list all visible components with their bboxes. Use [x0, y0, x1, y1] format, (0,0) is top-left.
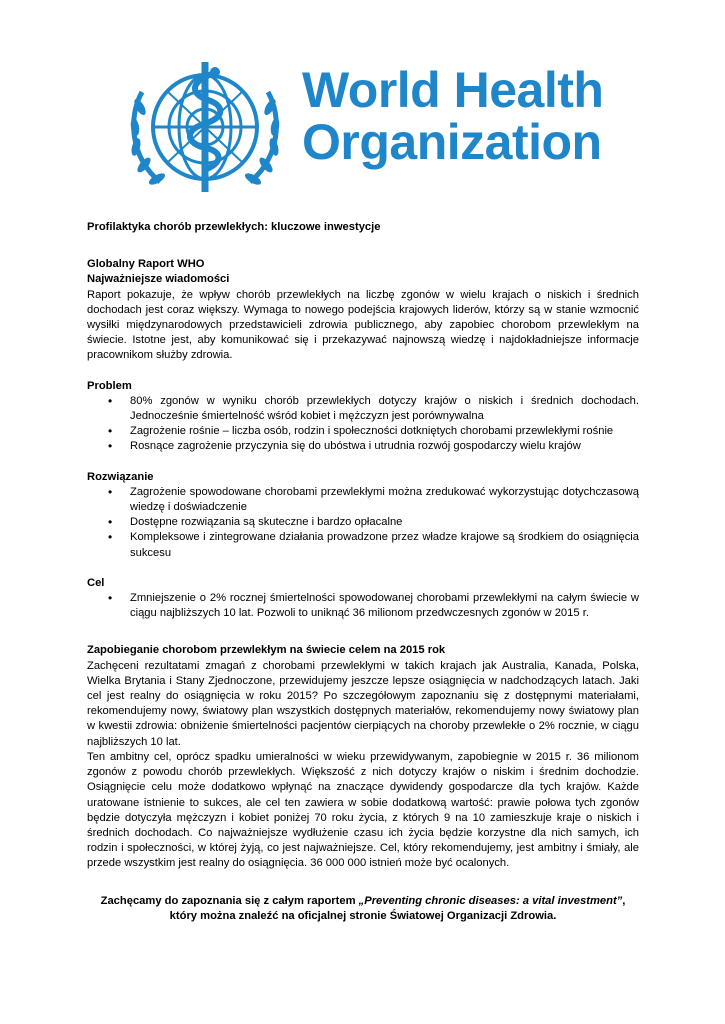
list-item: • Kompleksowe i zintegrowane działania prowadzone przez władze krajowe są środkiem do osiągnięcia sukcesu: [87, 530, 639, 560]
news-heading: Najważniejsze wiadomości: [87, 273, 230, 286]
closing-text-end: , który można znaleźć na oficjalnej stronie Światowej Organizacji Zdrowia.: [169, 894, 626, 922]
who-logo: [120, 52, 610, 202]
report-title-link: „Preventing chronic diseases: a vital investment”: [358, 894, 623, 907]
problem-list: [87, 394, 639, 455]
closing-text-start: Zachęcamy do zapoznania się z całym raportem: [100, 894, 359, 907]
list-item: • Zagrożenie rośnie – liczba osób, rodzin i społeczności dotkniętych chorobami przewlekłymi rośnie: [87, 424, 639, 439]
problem-heading: Problem: [87, 379, 132, 392]
body-paragraph: Ten ambitny cel, oprócz spadku umieralności w wieku przewidywanym, zapobiegnie w 2015 r. 36 milionom zgonów z powodu chorób przewlekłych. Większość z nich dotyczy krajów o niskim i średnim dochodzie. Osiągnięcie celu może dodatkowo wpłynąć na znaczące dywidendy gospodarcze dla tych krajów. Każde uratowane istnienie to sukces, ale cel ten zawiera w sobie dodatkową wartość: prawie połowa tych zgonów będzie dotyczyła mężczyzn i kobiet poniżej 70 roku życia, z których 9 na 10 zamieszkuje kraje o niskich i średnich dochodach. Co najważniejsze wydłużenie czasu ich życia będzie korzystne dla nich samych, ich rodzin i społeczności, w której żyją, co jest najważniejsze. Cel, który rekomendujemy, jest ambitny i śmiały, ale przede wszystkim jest realny do osiągnięcia. 36 000 000 istnień może być ocalonych.: [87, 750, 639, 870]
solution-list: [87, 485, 639, 561]
goal-heading: Cel: [87, 576, 105, 589]
logo-line-2: Organization: [302, 114, 602, 170]
intro-paragraph: Raport pokazuje, że wpływ chorób przewlekłych na liczbę zgonów w wielu krajach o niskich i średnich dochodach jest coraz większy. Wymaga to nowego podejścia krajowych liderów, którzy są w stanie wzmocnić wysiłki międzynarodowych przedstawicieli zdrowia publicznego, aby zapobiec chorobom przewlekłym na świecie. Istotne jest, aby komunikować się i przekazywać najnowszą wiedzę i najdokładniejsze informacje pracownikom służby zdrowia.: [87, 288, 639, 362]
goal-list: [87, 591, 639, 621]
list-item: • Zmniejszenie o 2% rocznej śmiertelności spowodowanej chorobami przewlekłymi na całym świecie w ciągu najbliższych 10 lat. Pozwoli to uniknąć 36 milionom przedwczesnych zgonów w 2015 r.: [87, 591, 639, 621]
logo-line-1: World Health: [302, 62, 604, 118]
solution-heading: Rozwiązanie: [87, 470, 154, 483]
body-paragraph: Zachęceni rezultatami zmagań z chorobami przewlekłymi w takich krajach jak Australia, Kanada, Polska, Wielka Brytania i Stany Zjednoczone, przewidujemy jeszcze lepsze osiągnięcia w nadchodzących latach. Jaki cel jest realny do osiągnięcia w roku 2015? Po szczegółowym zapoznaniu się z dostępnymi materiałami, rekomendujemy nowy, światowy plan wszystkich dostępnych materiałów, rekomendujemy nowy światowy plan w kwestii zdrowia: obniżenie śmiertelności pacjentów cierpiących na choroby przewlekłe o 2% rocznie, w ciągu najbliższych 10 lat.: [87, 659, 639, 748]
list-item: • Zagrożenie spowodowane chorobami przewlekłymi można zredukować wykorzystując dotychczasową wiedzę i doświadczenie: [87, 485, 639, 515]
document-body: [87, 220, 639, 924]
document-title: Profilaktyka chorób przewlekłych: kluczowe inwestycje: [87, 221, 381, 233]
who-emblem-icon: [120, 52, 290, 202]
list-item: • 80% zgonów w wyniku chorób przewlekłych dotyczy krajów o niskich i średnich dochodach. Jednocześnie śmiertelność wśród kobiet i mężczyzn jest porównywalna: [87, 394, 639, 424]
closing-note: [87, 894, 639, 924]
report-heading: Globalny Raport WHO: [87, 258, 205, 271]
list-item: • Dostępne rozwiązania są skuteczne i bardzo opłacalne: [87, 515, 639, 530]
section-heading: Zapobieganie chorobom przewlekłym na świecie celem na 2015 rok: [87, 644, 446, 657]
list-item: • Rosnące zagrożenie przyczynia się do ubóstwa i utrudnia rozwój gospodarczy wielu krajów: [87, 439, 639, 454]
